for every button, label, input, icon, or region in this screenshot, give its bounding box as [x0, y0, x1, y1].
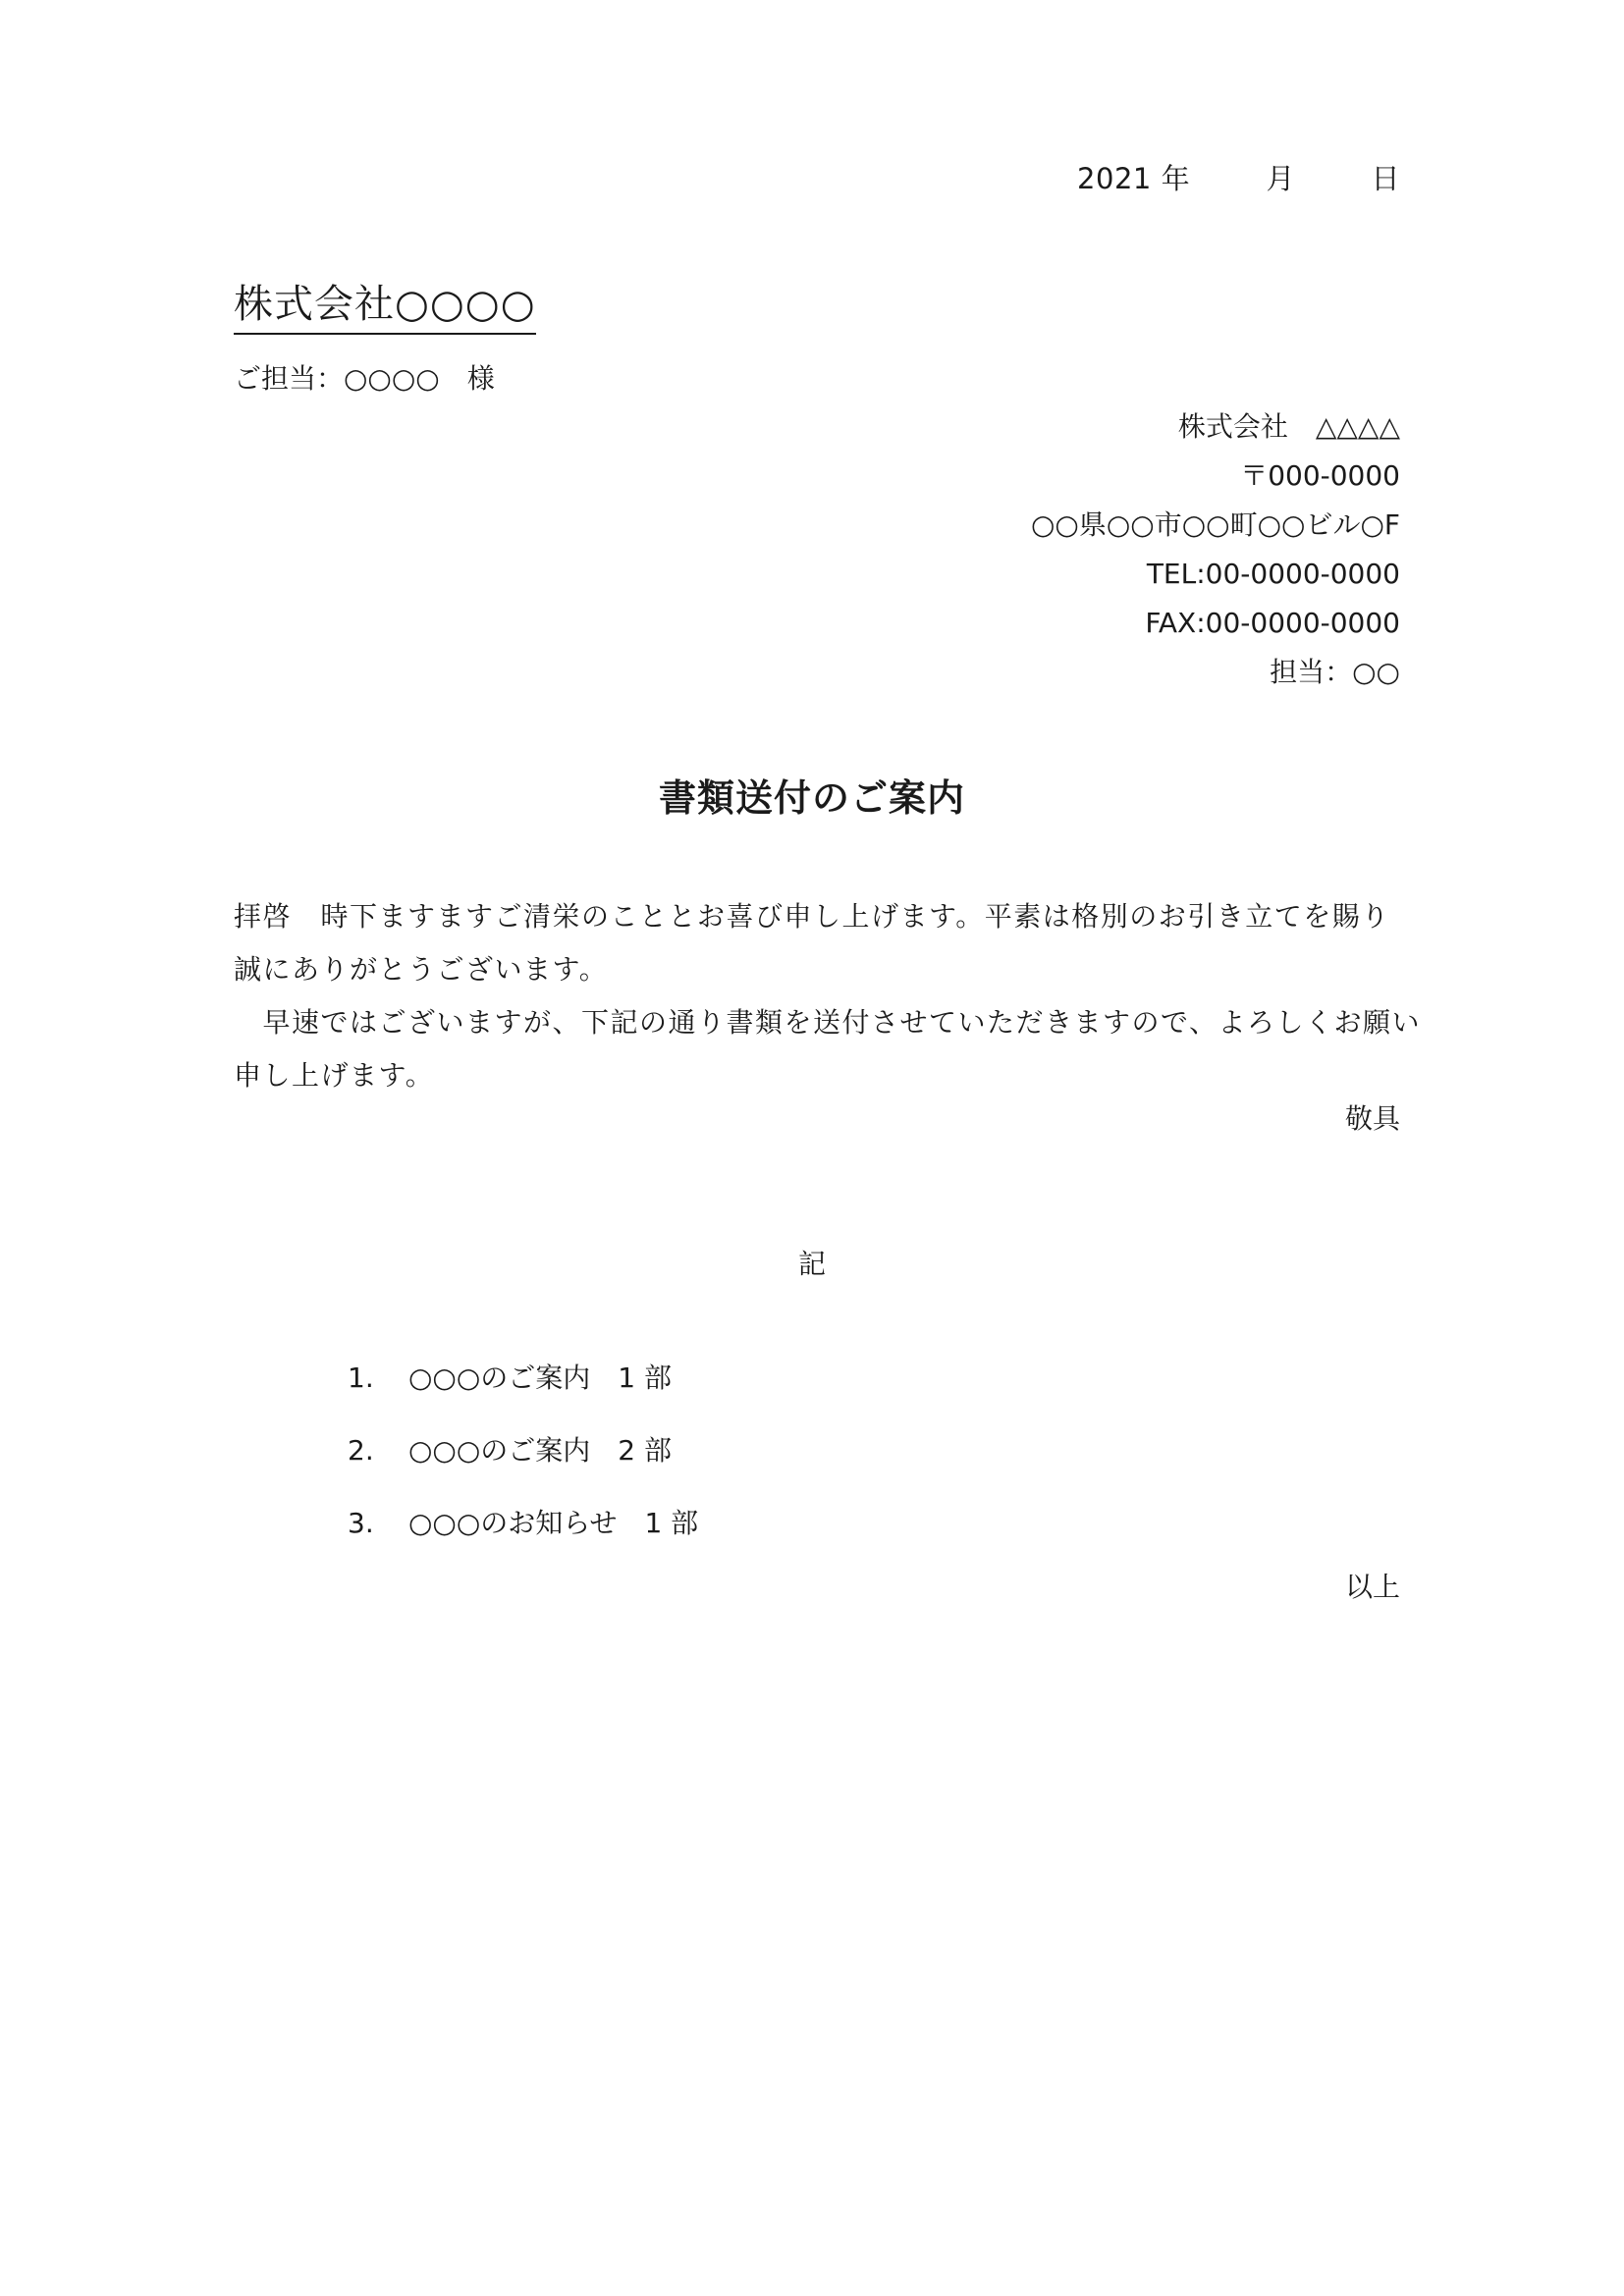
sender-company: 株式会社 △△△△	[1177, 410, 1400, 443]
recipient-person: ご担当：○○○○ 様	[234, 362, 495, 395]
enclosure-item-text: ○○○のご案内 2 部	[408, 1434, 673, 1467]
date-month-unit: 月	[1266, 162, 1296, 195]
ki-heading: 記	[797, 1248, 826, 1280]
sender-address: ○○県○○市○○町○○ビル○F	[1031, 508, 1400, 541]
body-line: 申し上げます。	[234, 1059, 435, 1092]
sender-tel: TEL:00-0000-0000	[1146, 558, 1400, 590]
closing-keigu: 敬具	[1344, 1102, 1400, 1135]
closing-ijou: 以上	[1344, 1571, 1400, 1603]
enclosure-item	[348, 1357, 672, 1396]
body-line: 早速ではございますが、下記の通り書類を送付させていただきますので、よろしくお願い	[234, 1006, 1421, 1039]
enclosure-item	[348, 1502, 698, 1541]
document-title: 書類送付のご案内	[658, 776, 965, 820]
sender-postal-code: 〒000-0000	[1240, 459, 1400, 492]
enclosure-item-number: 2.	[348, 1434, 374, 1467]
body-line: 誠にありがとうございます。	[234, 953, 609, 986]
date-year-unit: 年	[1161, 162, 1191, 195]
date-day-unit: 日	[1371, 162, 1400, 195]
date-year: 2021	[1077, 162, 1152, 195]
sender-contact: 担当：○○	[1270, 656, 1400, 688]
enclosure-item-text: ○○○のご案内 1 部	[408, 1362, 673, 1394]
enclosure-item-number: 3.	[348, 1507, 374, 1539]
sender-fax: FAX:00-0000-0000	[1145, 607, 1400, 639]
recipient-company: 株式会社○○○○	[234, 273, 536, 335]
body-line: 拝啓 時下ますますご清栄のこととお喜び申し上げます。平素は格別のお引き立てを賜り	[234, 900, 1390, 933]
enclosure-item-number: 1.	[348, 1362, 374, 1394]
enclosure-item	[348, 1429, 672, 1468]
letter-date	[1077, 157, 1400, 197]
enclosure-item-text: ○○○のお知らせ 1 部	[408, 1507, 699, 1539]
